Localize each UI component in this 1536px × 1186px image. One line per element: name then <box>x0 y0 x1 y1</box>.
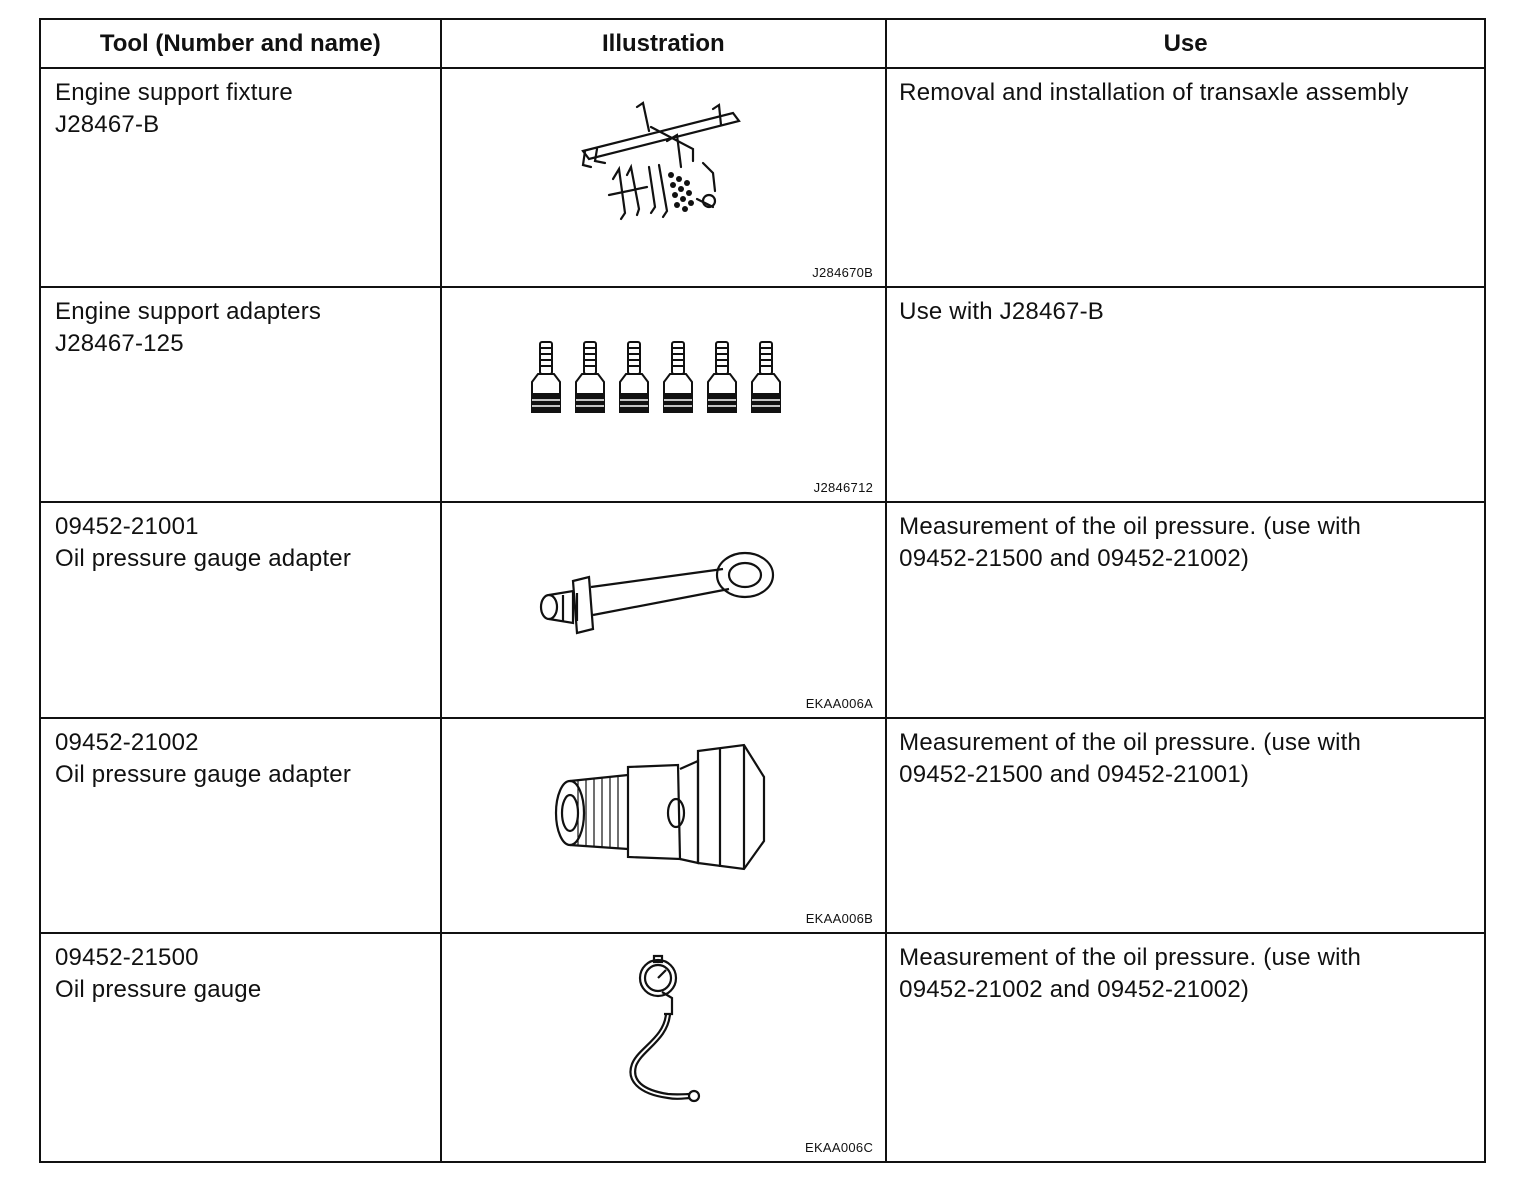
tool-cell <box>40 502 441 718</box>
banjo-adapter-icon <box>533 543 793 643</box>
illustration-code: EKAA006C <box>804 1140 874 1155</box>
tool-cell <box>40 718 441 933</box>
use-text-line: Measurement of the oil pressure. (use with <box>899 513 1362 540</box>
tool-number: 09452-21002 <box>55 729 199 756</box>
tool-cell <box>40 933 441 1162</box>
use-cell <box>886 718 1485 933</box>
tool-number: 09452-21500 <box>55 944 199 971</box>
illustration-cell <box>441 718 887 933</box>
bolt-set-icon <box>528 338 798 428</box>
tool-number: J28467-B <box>55 111 160 138</box>
header-tool: Tool (Number and name) <box>40 19 441 68</box>
illustration-code: EKAA006A <box>805 696 874 711</box>
pressure-gauge-icon <box>608 948 718 1118</box>
tool-name: Engine support adapters <box>55 298 322 325</box>
illustration-code: J284670B <box>812 265 874 280</box>
tool-number: 09452-21001 <box>55 513 199 540</box>
illustration-code: J2846712 <box>813 480 874 495</box>
engine-support-fixture-icon <box>563 91 763 251</box>
tool-name: Oil pressure gauge adapter <box>55 761 352 788</box>
table-row <box>40 502 1485 718</box>
use-text-line: Removal and installation of transaxle assembly <box>899 79 1409 106</box>
illustration-cell <box>441 933 887 1162</box>
use-text-line: 09452-21500 and 09452-21001) <box>899 761 1250 788</box>
use-text-line: Use with J28467-B <box>899 298 1104 325</box>
illustration-cell <box>441 502 887 718</box>
use-text-line: Measurement of the oil pressure. (use with <box>899 944 1362 971</box>
table-row <box>40 933 1485 1162</box>
table-header-row <box>40 19 1485 68</box>
use-cell <box>886 502 1485 718</box>
table-row <box>40 287 1485 502</box>
use-cell <box>886 68 1485 287</box>
threaded-adapter-icon <box>548 741 778 871</box>
illustration-cell <box>441 287 887 502</box>
use-text-line: Measurement of the oil pressure. (use with <box>899 729 1362 756</box>
tool-cell <box>40 68 441 287</box>
illustration-code: EKAA006B <box>805 911 874 926</box>
use-cell <box>886 933 1485 1162</box>
use-cell <box>886 287 1485 502</box>
tool-cell <box>40 287 441 502</box>
table-row <box>40 718 1485 933</box>
tool-name: Engine support fixture <box>55 79 293 106</box>
illustration-cell <box>441 68 887 287</box>
tool-name: Oil pressure gauge adapter <box>55 545 352 572</box>
header-illustration: Illustration <box>441 19 887 68</box>
use-text-line: 09452-21500 and 09452-21002) <box>899 545 1250 572</box>
header-use: Use <box>886 19 1485 68</box>
table-row <box>40 68 1485 287</box>
special-tools-table <box>39 18 1486 1163</box>
use-text-line: 09452-21002 and 09452-21002) <box>899 976 1250 1003</box>
tool-number: J28467-125 <box>55 330 184 357</box>
tool-name: Oil pressure gauge <box>55 976 262 1003</box>
